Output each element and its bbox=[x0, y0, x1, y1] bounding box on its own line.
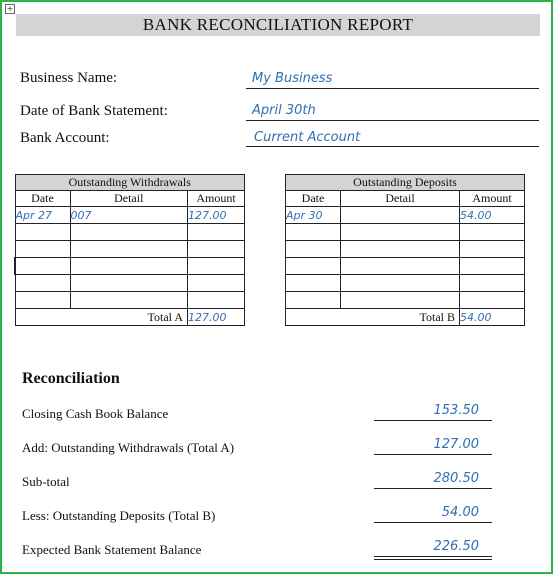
withdrawal-amount-cell[interactable] bbox=[188, 258, 245, 275]
deposits-header-date: Date bbox=[286, 191, 341, 207]
withdrawals-table bbox=[14, 174, 245, 326]
deposit-detail-cell[interactable] bbox=[341, 224, 460, 241]
subtotal-value[interactable]: 280.50 bbox=[433, 471, 479, 486]
deposit-amount-cell[interactable] bbox=[460, 241, 525, 258]
withdrawal-detail-cell[interactable] bbox=[70, 224, 188, 241]
withdrawals-total-value[interactable]: 127.00 bbox=[188, 309, 245, 326]
withdrawal-date-cell[interactable] bbox=[15, 241, 70, 258]
withdrawal-date-cell[interactable]: Apr 27 bbox=[15, 207, 70, 224]
less-deposits-value[interactable]: 54.00 bbox=[441, 505, 479, 520]
deposit-detail-cell[interactable] bbox=[341, 241, 460, 258]
withdrawal-detail-cell[interactable] bbox=[70, 292, 188, 309]
expected-balance-line bbox=[374, 556, 492, 557]
table-row bbox=[15, 275, 245, 292]
less-deposits-label: Less: Outstanding Deposits (Total B) bbox=[22, 508, 216, 523]
deposits-total-value[interactable]: 54.00 bbox=[460, 309, 525, 326]
statement-date-value[interactable]: April 30th bbox=[252, 103, 316, 118]
expected-balance-double-line bbox=[374, 559, 492, 560]
closing-cash-book-value[interactable]: 153.50 bbox=[433, 403, 479, 418]
withdrawal-date-cell[interactable] bbox=[15, 275, 70, 292]
withdrawal-detail-cell[interactable] bbox=[70, 258, 188, 275]
add-withdrawals-value[interactable]: 127.00 bbox=[433, 437, 479, 452]
report-title: BANK RECONCILIATION REPORT bbox=[16, 14, 540, 36]
less-deposits-line bbox=[374, 522, 492, 523]
withdrawal-detail-cell[interactable]: 007 bbox=[70, 207, 188, 224]
deposit-date-cell[interactable]: Apr 30 bbox=[286, 207, 341, 224]
table-row bbox=[15, 258, 245, 275]
table-row bbox=[286, 292, 525, 309]
deposit-amount-cell[interactable] bbox=[460, 275, 525, 292]
statement-date-label: Date of Bank Statement: bbox=[20, 103, 168, 119]
withdrawals-total-label: Total A bbox=[15, 309, 188, 326]
deposits-header-amount: Amount bbox=[460, 191, 525, 207]
deposit-amount-cell[interactable] bbox=[460, 258, 525, 275]
subtotal-line bbox=[374, 488, 492, 489]
withdrawal-detail-cell[interactable] bbox=[70, 241, 188, 258]
withdrawals-header-amount: Amount bbox=[188, 191, 245, 207]
withdrawal-amount-cell[interactable] bbox=[188, 241, 245, 258]
withdrawals-title: Outstanding Withdrawals bbox=[15, 175, 245, 191]
reconciliation-title: Reconciliation bbox=[22, 370, 120, 387]
business-name-line bbox=[246, 88, 539, 89]
deposit-date-cell[interactable] bbox=[286, 241, 341, 258]
add-withdrawals-label: Add: Outstanding Withdrawals (Total A) bbox=[22, 440, 235, 455]
deposit-detail-cell[interactable] bbox=[341, 207, 460, 224]
table-row bbox=[286, 224, 525, 241]
bank-account-label: Bank Account: bbox=[20, 130, 110, 146]
withdrawal-date-cell[interactable] bbox=[15, 258, 70, 275]
table-row bbox=[286, 275, 525, 292]
withdrawal-amount-cell[interactable] bbox=[188, 275, 245, 292]
withdrawals-header-date: Date bbox=[15, 191, 70, 207]
table-row bbox=[15, 207, 245, 224]
bank-account-line bbox=[246, 146, 539, 147]
withdrawal-amount-cell[interactable] bbox=[188, 224, 245, 241]
deposit-date-cell[interactable] bbox=[286, 224, 341, 241]
deposit-date-cell[interactable] bbox=[286, 275, 341, 292]
closing-cash-book-line bbox=[374, 420, 492, 421]
statement-date-line bbox=[246, 120, 539, 121]
bank-account-value[interactable]: Current Account bbox=[254, 130, 361, 145]
table-row bbox=[15, 241, 245, 258]
deposit-date-cell[interactable] bbox=[286, 258, 341, 275]
deposit-detail-cell[interactable] bbox=[341, 275, 460, 292]
table-anchor-icon[interactable]: + bbox=[6, 4, 14, 13]
expected-balance-value[interactable]: 226.50 bbox=[433, 539, 479, 554]
withdrawal-amount-cell[interactable] bbox=[188, 292, 245, 309]
table-row bbox=[286, 258, 525, 275]
table-row bbox=[15, 224, 245, 241]
subtotal-label: Sub-total bbox=[22, 474, 70, 489]
withdrawal-amount-cell[interactable]: 127.00 bbox=[188, 207, 245, 224]
withdrawal-date-cell[interactable] bbox=[15, 224, 70, 241]
deposit-date-cell[interactable] bbox=[286, 292, 341, 309]
deposit-detail-cell[interactable] bbox=[341, 258, 460, 275]
table-row bbox=[286, 207, 525, 224]
withdrawals-header-detail: Detail bbox=[70, 191, 188, 207]
closing-cash-book-label: Closing Cash Book Balance bbox=[22, 406, 169, 421]
table-row bbox=[15, 292, 245, 309]
deposits-title: Outstanding Deposits bbox=[286, 175, 525, 191]
deposits-table bbox=[285, 174, 525, 326]
deposit-detail-cell[interactable] bbox=[341, 292, 460, 309]
deposit-amount-cell[interactable] bbox=[460, 224, 525, 241]
expected-balance-label: Expected Bank Statement Balance bbox=[22, 542, 202, 557]
withdrawal-detail-cell[interactable] bbox=[70, 275, 188, 292]
business-name-value[interactable]: My Business bbox=[252, 71, 333, 86]
deposits-total-label: Total B bbox=[286, 309, 460, 326]
deposits-header-detail: Detail bbox=[341, 191, 460, 207]
add-withdrawals-line bbox=[374, 454, 492, 455]
business-name-label: Business Name: bbox=[20, 70, 118, 86]
withdrawal-date-cell[interactable] bbox=[15, 292, 70, 309]
deposit-amount-cell[interactable] bbox=[460, 292, 525, 309]
deposit-amount-cell[interactable]: 54.00 bbox=[460, 207, 525, 224]
table-row bbox=[286, 241, 525, 258]
